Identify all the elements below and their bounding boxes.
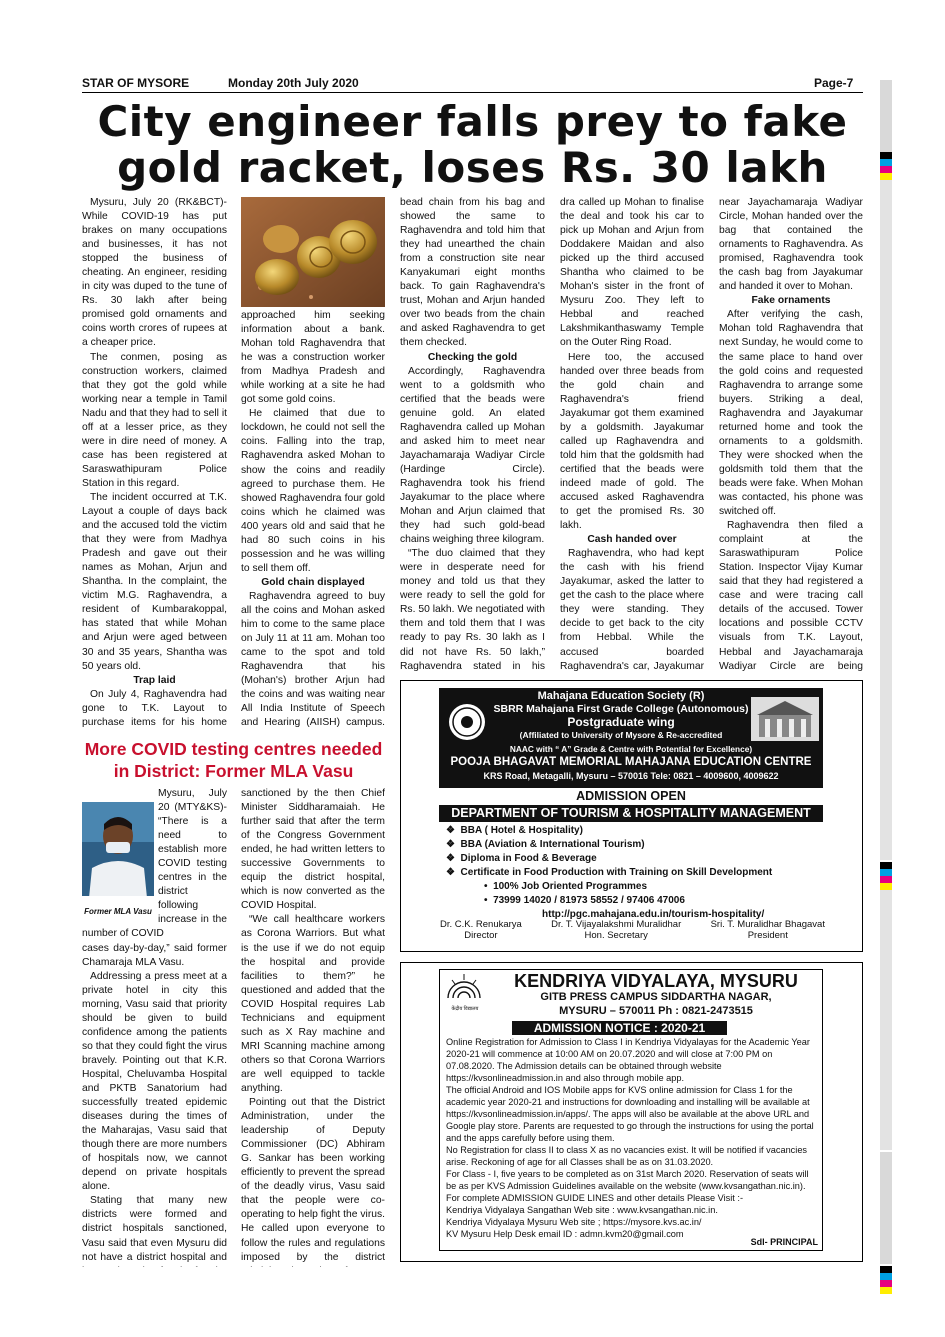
subhead-gold-chain: Gold chain displayed <box>261 576 365 588</box>
kv-paragraph: Kendriya Vidyalaya Mysuru Web site ; https://mysore.kvs.ac.in/ <box>446 1217 702 1227</box>
kv-logo-text: केंद्रीय विद्यालय <box>451 1006 479 1012</box>
kv-address-2: MYSURU – 570011 Ph : 0821-2473515 <box>559 1005 753 1017</box>
mahajana-logo-icon <box>447 702 487 742</box>
college-building-photo <box>751 697 819 741</box>
paragraph: Raghavendra, who had kept the cash with his friend Jayakumar, asked the latter to get the cash to the place where they were standing. They decide to get back to the city from Hebbal. While the accused boarded Raghavendra's car, Jayakumar <box>560 548 704 672</box>
printer-swatch <box>880 1287 892 1294</box>
printer-swatch <box>880 869 892 876</box>
mahajana-centre <box>439 743 823 783</box>
covid-headline-line-2: in District: Former MLA Vasu <box>113 761 354 781</box>
paragraph: He claimed that due to lockdown, he could not sell the coins. Falling into the trap, Raghavendra asked Mohan to show the coins and readily agreed to purchase them. He showed Raghavendra four gold coins which he claimed was 400 years old and said that he had 80 such coins in his possession and he was willing to sell them off. <box>241 408 385 574</box>
paragraph: cases day-by-day,” said former Chamaraja MLA Vasu. <box>82 942 227 968</box>
paragraph: Addressing a press meet at a private hotel in city this morning, Vasu said that priority should be given to build confidence among the patients so that they could fight the virus bravely. Pointing out that K.R. Hospital, Cheluvamba Hospital and PKTB Sanatorium had successfully treated epidemic diseases during the times of the Maharajas, Vasu said that though there are more numbers of hospitals now, we cannot depend on private hospitals alone. <box>82 970 227 1193</box>
paragraph: Accordingly, Raghavendra went to a goldsmith who certified that the beads were genuine gold. An elated Raghavendra called up Mohan and asked him to meet near Jayachamaraja Wadiyar Circle (Hardinge Circle). Raghavendra took his friend Jayakumar to the place where Mohan and Arjun claimed that they had such gold-bead chains weighing three kilogram. <box>400 365 545 546</box>
printer-swatch <box>880 1280 892 1287</box>
paragraph: “The duo claimed that they were in desperate need for money and told us that they were ready to sell the gold for Rs. 50 lakh. We negotiated with them and told them that I was ready to pay Rs. 30 lakh as I did not have Rs. 50 lakh,” Raghavendra stated in his <box>400 548 545 672</box>
paragraph: dra called up Mohan to finalise the deal and took his car to pick up Mohan and Arjun from Doddakere Maidan and also picked up the third accused Shantha who claimed to be Mohan's sister in the front of Mysuru Zoo. They left to Hebbal and reached Lakshmikanthaswamy Temple on the Outer Ring Road. <box>560 197 704 349</box>
paragraph: The conmen, posing as construction workers, claimed that they got the gold while working near a temple in Tamil Nadu and that they had to sell it off at a lesser price, as they were in dire need of money. A case has been registered at Saraswathipuram Police Station in this regard. <box>82 351 227 489</box>
photo-caption: Former MLA Vasu <box>84 907 152 916</box>
course-list <box>446 824 826 922</box>
covid-column-2 <box>241 787 385 1267</box>
gold-coins-photo <box>241 197 385 307</box>
department-band: DEPARTMENT OF TOURISM & HOSPITALITY MANAGEMENT <box>439 805 823 822</box>
printer-swatch <box>880 152 892 159</box>
kv-body <box>446 1036 820 1240</box>
college-name: SBRR Mahajana First Grade College (Autonomous) <box>493 703 749 715</box>
page-number: Page-7 <box>814 76 854 90</box>
covid-column-1 <box>82 787 227 1267</box>
kv-address-1: GITB PRESS CAMPUS SIDDARTHA NAGAR, <box>540 991 772 1003</box>
society-name: Mahajana Education Society (R) <box>537 690 705 702</box>
paragraph: near Jayachamaraja Wadiyar Circle, Mohan handed over the bag that contained the ornaments to Raghavendra. As promised, Raghavendra took the cash bag from Jayakumar and handed it over to Mohan. <box>719 197 863 293</box>
course-item: ❖ BBA ( Hotel & Hospitality) <box>446 825 583 836</box>
paragraph: approached him seeking information about a bank. Mohan told Raghavendra that he was a construction worker from Madhya Pradesh and while working at a site he had got some gold coins. <box>241 310 385 406</box>
kv-paragraph: Kendriya Vidyalaya Sangathan Web site : www.kvsangathan.nic.in. <box>446 1205 718 1215</box>
story-column-3 <box>400 196 545 674</box>
paragraph: Raghavendra agreed to buy all the coins and Mohan asked him to come to the same place on July 11 at 11 am. Mohan too came to the spot and told Raghavendra that his (Mohan's) brother Arjun had the coins and was waiting near All India Institute of Speech and Hearing (AIISH) campus. <box>241 590 385 729</box>
story-column-1 <box>82 196 227 729</box>
kv-paragraph: For complete ADMISSION GUIDE LINES and other details Please Visit :- <box>446 1193 744 1203</box>
header-rule <box>82 92 863 93</box>
signatory: Sri. T. Muralidhar Bhagavat President <box>710 919 825 941</box>
paragraph: Mysuru, July 20 (RK&BCT)- While COVID-19 has put brakes on many occupations and businesses, it has not stopped the business of cheating. An engineer, residing in city was duped to the tune of Rs. 30 lakh after being promised gold ornaments and coins worth crores of rupees at a cheaper price. <box>82 197 227 349</box>
signatory: Dr. C.K. Renukarya Director <box>440 919 522 941</box>
bullet-item: • 73999 14020 / 81973 58552 / 97406 47006 <box>484 895 685 906</box>
paragraph: Pointing out that the District Administration, under the leadership of Deputy Commissioner (DC) Abhiram G. Sankar has been working efficiently to prevent the spread of the deadly virus, Vasu said that the people were co-operating to help fight the virus. He called upon everyone to follow the rules and regulations imposed by the district <box>241 1097 385 1263</box>
kv-paragraph: Online Registration for Admission to Class I in Kendriya Vidyalayas for the Academic Year 2020-21 will commence at 10:00 AM on 20.07.2020 and will close at 7:00 PM on 07.08.2020. The Admission details can be obtained through website https://kvsonlineadmission.in and also through mobile app. <box>446 1037 810 1083</box>
kv-header <box>489 971 823 1018</box>
course-item: ❖ Certificate in Food Production with Training on Skill Development <box>446 867 773 878</box>
covid-headline-line-1: More COVID testing centres needed <box>84 739 383 759</box>
centre-address: KRS Road, Metagalli, Mysuru – 570016 Tele: 0821 – 4009600, 4009622 <box>483 771 779 781</box>
issue-date: Monday 20th July 2020 <box>228 76 359 90</box>
story-column-4 <box>560 196 704 674</box>
kv-title: KENDRIYA VIDYALAYA, MYSURU <box>514 971 798 991</box>
subhead-checking: Checking the gold <box>427 351 518 363</box>
photo-float-spacer <box>82 787 158 924</box>
paragraph: sanctioned by the then Chief Minister Siddharamaiah. He further said that after the term of the Congress Government ended, he had written letters to successive Governments to equip the district hospital, which is now converted as the COVID Hospital. <box>241 788 385 912</box>
printer-bar <box>880 1152 892 1264</box>
paragraph: bead chain from his bag and showed the same to Raghavendra and told him that they had unearthed the chain from a construction site near Kanyakumari eight months back. To gain Raghavendra's trust, Mohan and Arjun handed over two beads from the chain and asked Raghavendra to get them checked. <box>400 197 545 349</box>
paragraph: Mysuru, July 20 (MTY&KS)- “There is a need to establish more COVID testing centres in the district following increase in the number of COVID <box>82 788 227 940</box>
story-column-2 <box>241 309 385 730</box>
printer-swatch <box>880 883 892 890</box>
paragraph: The incident occurred at T.K. Layout a couple of days back and the accused told the victim that they were from Madhya Pradesh and gave out their names as Mohan, Arjun and Shantha. In the complaint, the victim M.G. Raghavendra, a resident of Kumbarakoppal, has stated that while Mohan and Arjun were aged between 30 and 35 years, Shantha was 50 years old. <box>82 491 227 672</box>
centre-name: POOJA BHAGAVAT MEMORIAL MAHAJANA EDUCATION CENTRE <box>450 756 812 768</box>
course-item: ❖ Diploma in Food & Beverage <box>446 853 597 864</box>
paragraph: Raghavendra then filed a complaint at the Saraswathipuram Police Station. Inspector Vijay Kumar said that they had registered a case and were tracing call details of the accused. Tower locations and possible CCTV visuals from T.K. Layout, Hebbal and Jayachamaraja Wadiyar Circle are being <box>719 520 863 672</box>
subhead-cash: Cash handed over <box>587 534 677 546</box>
printer-swatch <box>880 862 892 869</box>
bullet-item: • 100% Job Oriented Programmes <box>484 881 648 892</box>
paragraph: Here too, the accused handed over three beads from the gold chain and Raghavendra's friend Jayakumar got them examined by a goldsmith. Jayakumar called up Raghavendra and told him that the goldsmith had certified that the beads were indeed made of gold. The accused asked Raghavendra to get the promised Rs. 30 lakh. <box>560 351 704 532</box>
paragraph: “We call healthcare workers as Corona Warriors. But what is the use if we do not equip the hospital and provide facilities to them?” he questioned and added that the COVID Hospital requires Lab Technicians and equipment such as X Ray machine and MRI Scanning machine among others so that Corona Warriors are well equipped to tackle anything. <box>241 914 385 1094</box>
paragraph: After verifying the cash, Mohan told Raghavendra that next Sunday, he would come to the same place to hand over the gold coins and requested Raghavendra to arrange some buyers. Striking a deal, Raghavendra and Jayakumar returned home and took the ornaments to a goldsmith. They were shocked when the goldsmith told them that the beads were fake. When Mohan was contacted, his phone was switched off. <box>719 309 863 518</box>
paper-name: STAR OF MYSORE <box>82 76 190 90</box>
printer-swatch <box>880 159 892 166</box>
kv-paragraph: For Class - I, five years to be completed as on 31st March 2020. Reservation of seats will be as per KVS Admission Guidelines available on the website (www.kvsangathan.nic.in). <box>446 1169 809 1191</box>
kv-paragraph: The official Android and IOS Mobile apps for KVS online admission for Class 1 for the academic year 2020-21 and instructions for downloading and installing will be available at https://kvsonlineadmission.in/apps/. The apps will also be available at the above URL and Google play store. Parents are requested to go through the instructions for using the portal and the apps carefully before using them. <box>446 1085 814 1143</box>
course-item: ❖ BBA (Aviation & International Tourism) <box>446 839 645 850</box>
kv-paragraph: KV Mysuru Help Desk email ID : admn.kvm20@gmail.com <box>446 1229 684 1239</box>
headline-line-1: City engineer falls prey to fake <box>97 97 848 146</box>
covid-headline <box>82 738 385 782</box>
admission-open: ADMISSION OPEN <box>576 789 686 803</box>
paragraph: On July 4, Raghavendra had gone to T.K. Layout to purchase items for his home <box>82 688 227 728</box>
printer-bar <box>880 80 892 152</box>
admission-notice-band: ADMISSION NOTICE : 2020-21 <box>512 1021 727 1035</box>
naac: NAAC with “ A” Grade & Centre with Potential for Excellence) <box>509 744 753 754</box>
mahajana-header <box>490 690 752 742</box>
printer-swatch <box>880 173 892 180</box>
kv-signature: Sdl- PRINCIPAL <box>750 1237 818 1247</box>
story-column-5 <box>719 196 863 674</box>
paragraph: Stating that many new districts were formed and district hospitals sanctioned, Vasu said that even Mysuru did not have a district hospital and <box>82 1195 227 1263</box>
signatories <box>440 919 825 941</box>
affiliation: (Affiliated to University of Mysore & Re-accredited <box>519 730 723 740</box>
printer-bar <box>880 890 892 1150</box>
printer-swatch <box>880 166 892 173</box>
signatory: Dr. T. Vijayalakshmi Muralidhar Hon. Secretary <box>551 919 682 941</box>
printer-swatch <box>880 1273 892 1280</box>
wing-name: Postgraduate wing <box>567 715 675 729</box>
subhead-trap: Trap laid <box>133 674 176 686</box>
ad-url[interactable]: http://pgc.mahajana.edu.in/tourism-hospitality/ <box>542 909 765 920</box>
printer-bar <box>880 180 892 860</box>
subhead-fake: Fake ornaments <box>751 295 831 307</box>
printer-swatch <box>880 876 892 883</box>
headline-line-2: gold racket, loses Rs. 30 lakh <box>117 143 828 192</box>
kv-logo-icon <box>444 972 484 1006</box>
kv-paragraph: No Registration for class II to class X as no vacancies exist. It will be notified if vacancies arise. Reckoning of age for all Classes shall be as on 31.03.2020. <box>446 1145 808 1167</box>
printer-swatch <box>880 1266 892 1273</box>
